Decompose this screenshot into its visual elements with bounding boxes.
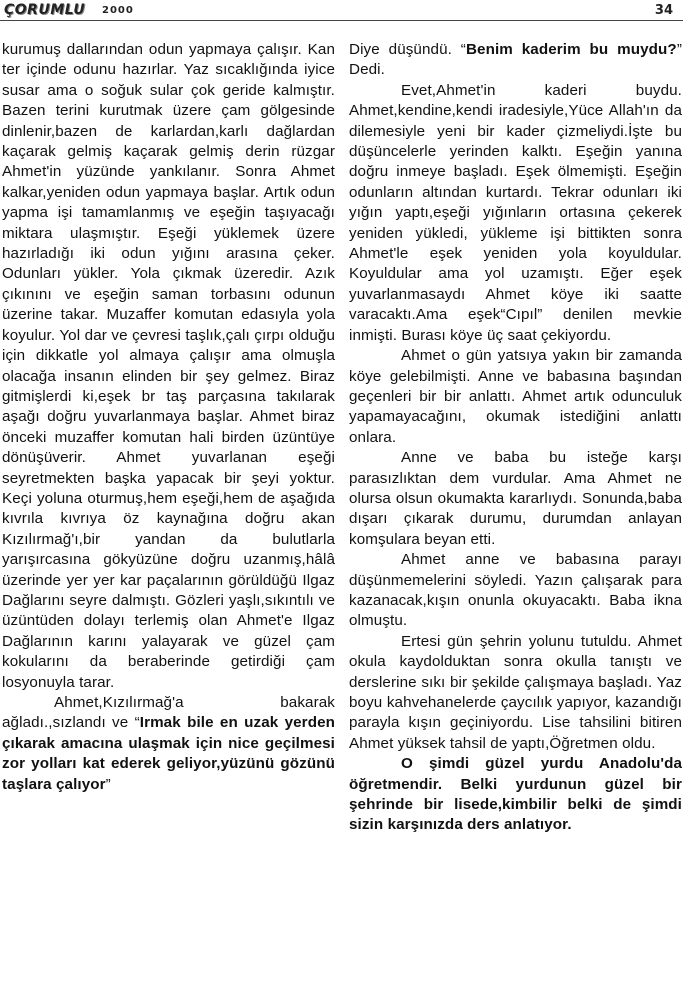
right-column [349,40,682,836]
paragraph: Ertesi gün şehrin yolunu tutuldu. Ahmet okula kaydolduktan sonra okulla tanıştı ve derslerine sıkı bir şekilde çalışmaya başladı. Yaz boyu kahvehanelerde çaycılık yapıyor, kazandığı parayla kışın geçiniyordu. Lise tahsilini bitiren Ahmet yüksek tahsil de yaptı,Öğretmen oldu. [349,632,682,752]
paragraph: Ahmet o gün yatsıya yakın bir zamanda köye gelebilmişti. Anne ve babasına başından geçenleri bir bir anlattı. Ahmet artık odunculuk yapamayacağını, okumak istediğini anlattı onlara. [349,347,682,446]
paragraph: kurumuş dallarından odun yapmaya çalışır. Kan ter içinde odunu hazırlar. Yaz sıcaklığında iyice susar ama o soğuk sular çok geride kalmıştır. Bazen terini kurutmak üzere çam gölgesinde dinlenir,bazen de karlardan,karlı dağlardan kaçarak gelmiş kaçarak gelmiş derin rüzgar Ahmet'in yüzünde yankılanır. Sonra Ahmet kalkar,yeniden odun yapmaya başlar. Artık odun yapma işi tamamlanmış ve eşeğin taşıyacağı miktara ulaşmıştır. Eşeği yüklemek üzere hazırladığı iki odun yığını arasına çeker. Odunları yükler. Yola çıkmak üzeredir. Azık çıkınını ve eşeğin saman torbasını odunun üzerine takar. Muzaffer komutan edasıyla yola koyulur. Yol dar ve çevresi taşlık,çalı çırpı olduğu için dikkatle yol almaya çalışır ama olmuşla olacağa insanın elinden bir şey gelmez. Biraz gitmişlerdi ki,eşek br taş parçasına takılarak aşağı doğru yuvarlanmaya başlar. Ahmet biraz önceki muzaffer komutan hali birden üzüntüye dönüşüverir. Ahmet yuvarlanan eşeği seyretmekten başka yapacak bir şeyi yoktur. Keçi yoluna oturmuş,hem eşeği,hem de aşağıda kıvrıla kıvrıya öz kaynağına doğru akan Kızılırmağ'ı,bir yandan da bulutlarla yarışırcasına gökyüzüne doğru uzanmış,hâlâ üzerinde yer yer kar paçalarının görüldüğü Ilgaz Dağlarını seyre dalmıştı. Gözleri yaşlı,sıkıntılı ve üzüntüden dolayı terlemiş olan Ahmet'e Ilgaz Dağlarının karını yalayarak ve güzel çam kokularını da beraberinde getirdiği çam losyonuyla tarar. [2,41,335,691]
bold-quote: Irmak bile en uzak yerden çıkarak amacına ulaşmak için nice geçilmesi zor yolları kat ederek geliyor,yüzünü gözünü taşlara çalıyor [2,714,335,793]
paragraph [349,40,682,81]
left-column [2,40,335,795]
closing-paragraph [349,754,682,836]
paragraph-text: Ahmet,Kızılırmağ'a bakarak ağladı.,sızlandı ve “ [2,694,335,732]
bold-quote: Benim kaderim bu muydu? [465,41,677,58]
header-rule [0,20,683,21]
bold-closing-text: O şimdi güzel yurdu Anadolu'da öğretmendir. Belki yurdunun güzel bir şehrinde bir lisede,kimbilir belki de şimdi sizin karşınızda ders anlatıyor. [349,755,682,834]
paragraph: Anne ve baba bu isteğe karşı parasızlıktan dem vurdular. Ama Ahmet ne olursa olsun okumakta kararlıydı. Sonunda,baba dışarı çıkarak durumu, durumdan anlayan komşulara beyan etti. [349,449,682,548]
quote-mark: ” [105,775,111,793]
paragraph-text: Diye düşündü. “ [349,41,466,58]
magazine-logo: ÇORUMLU [4,2,86,18]
page-number: 34 [654,3,673,18]
paragraph [2,693,335,795]
issue-year: 2000 [102,5,134,16]
page-header [0,0,683,22]
paragraph: Evet,Ahmet'in kaderi buydu. Ahmet,kendine,kendi iradesiyle,Yüce Allah'ın da dilemesiyle yeni bir kader çizmeliydi.İşte bu düşüncelerle yerinden kalktı. Eşeğin yanına doğru inmeye başladı. Eşek ölmemişti. Eşeğin odunların altından kurtardı. Tekrar odunları iki yığın yaptı,eşeği yığınların ortasına çekerek yeniden yükledi, yükleme işi bittikten sonra Ahmet'le eşek yeniden yola koyuldular. Koyuldular ama yol uzamıştı. Eğer eşek yuvarlanmasaydı Ahmet köye iki saatte varacaktı.Ama eşek“Cıpıl” denilen mevkie inmişti. Burası köye üç saat çekiyordu. [349,81,682,344]
paragraph-text: ” Dedi. [349,41,682,79]
paragraph: Ahmet anne ve babasına parayı düşünmemelerini söyledi. Yazın çalışarak para kazanacak,kışın onunla okuyacaktı. Baba ikna olmuştu. [349,551,682,630]
